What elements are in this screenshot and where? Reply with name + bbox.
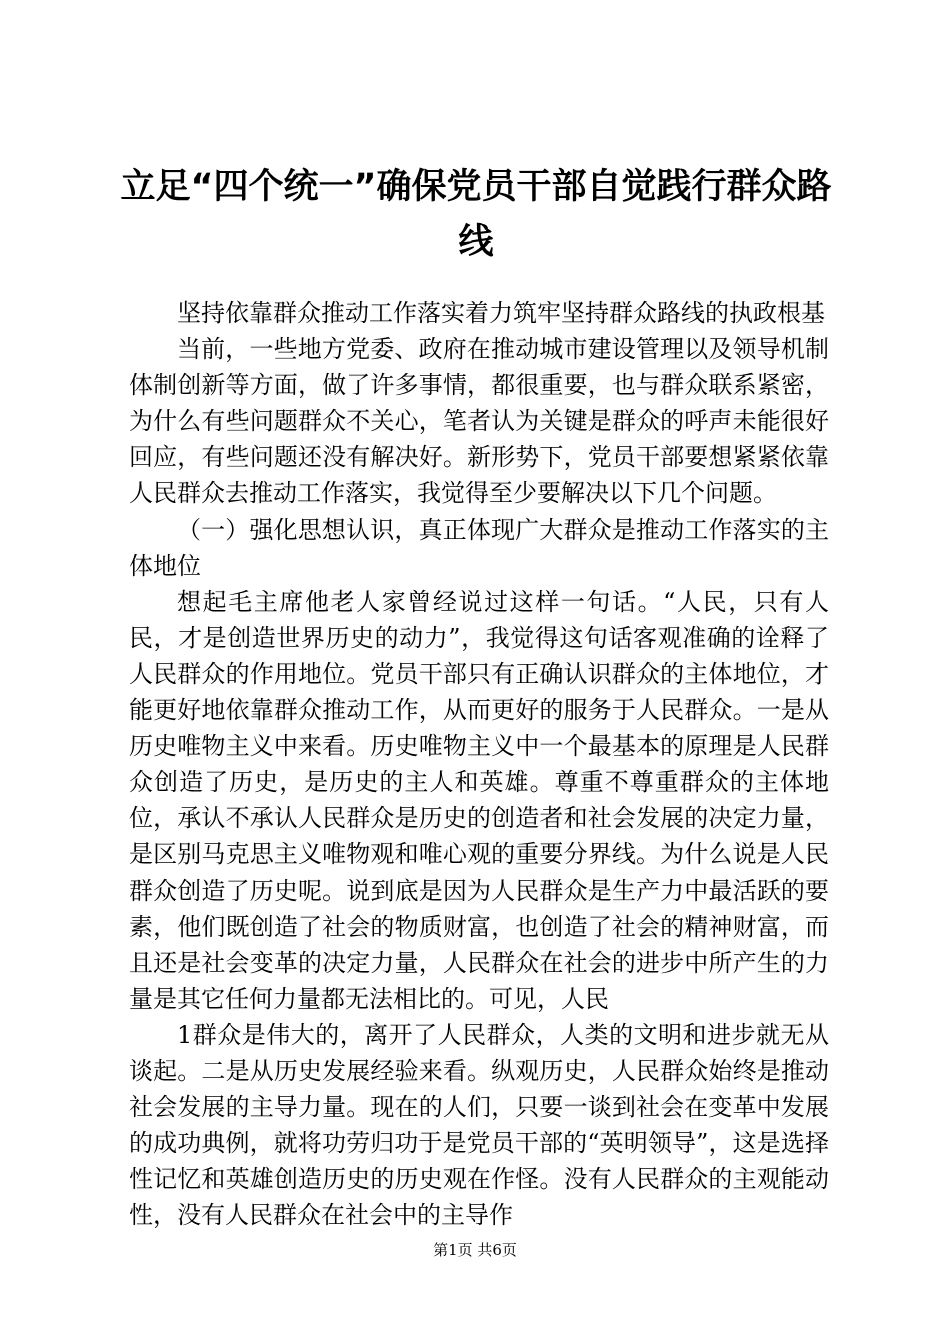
body-paragraph: （一）强化思想认识，真正体现广大群众是推动工作落实的主体地位 bbox=[129, 515, 829, 580]
body-paragraph: 想起毛主席他老人家曾经说过这样一句话。“人民，只有人民，才是创造世界历史的动力”，我觉得这句话客观准确的诠释了人民群众的作用地位。党员干部只有正确认识群众的主体地位，才能更好地依靠群众推动工作，从而更好的服务于人民群众。一是从历史唯物主义中来看。历史唯物主义中一个最基本的原理是人民群众创造了历史，是历史的主人和英雄。尊重不尊重群众的主体地位，承认不承认人民群众是历史的创造者和社会发展的决定力量，是区别马克思主义唯物观和唯心观的重要分界线。为什么说是人民群众创造了历史呢。说到底是因为人民群众是生产力中最活跃的要素，他们既创造了社会的物质财富，也创造了社会的精神财富，而且还是社会变革的决定力量，人民群众在社会的进步中所产生的力量是其它任何力量都无法相比的。可见，人民 bbox=[129, 587, 829, 1013]
page-footer: 第1页 共6页 bbox=[433, 1241, 517, 1259]
body-paragraph: 坚持依靠群众推动工作落实着力筑牢坚持群众路线的执政根基 bbox=[177, 299, 825, 327]
body-paragraph: 当前，一些地方党委、政府在推动城市建设管理以及领导机制体制创新等方面，做了许多事情，都很重要，也与群众联系紧密，为什么有些问题群众不关心，笔者认为关键是群众的呼声未能很好回应，有些问题还没有解决好。新形势下，党员干部要想紧紧依靠人民群众去推动工作落实，我觉得至少要解决以下几个问题。 bbox=[129, 335, 829, 508]
document-title: 立足“四个统一”确保党员干部自觉践行群众路线 bbox=[120, 167, 832, 262]
document-body bbox=[129, 295, 829, 1233]
body-paragraph: 1群众是伟大的，离开了人民群众，人类的文明和进步就无从谈起。二是从历史发展经验来看。纵观历史，人民群众始终是推动社会发展的主导力量。现在的人们，只要一谈到社会在变革中发展的成功典例，就将功劳归功于是党员干部的“英明领导”，这是选择性记忆和英雄创造历史的历史观在作怪。没有人民群众的主观能动性，没有人民群众在社会中的主导作 bbox=[129, 1020, 829, 1230]
